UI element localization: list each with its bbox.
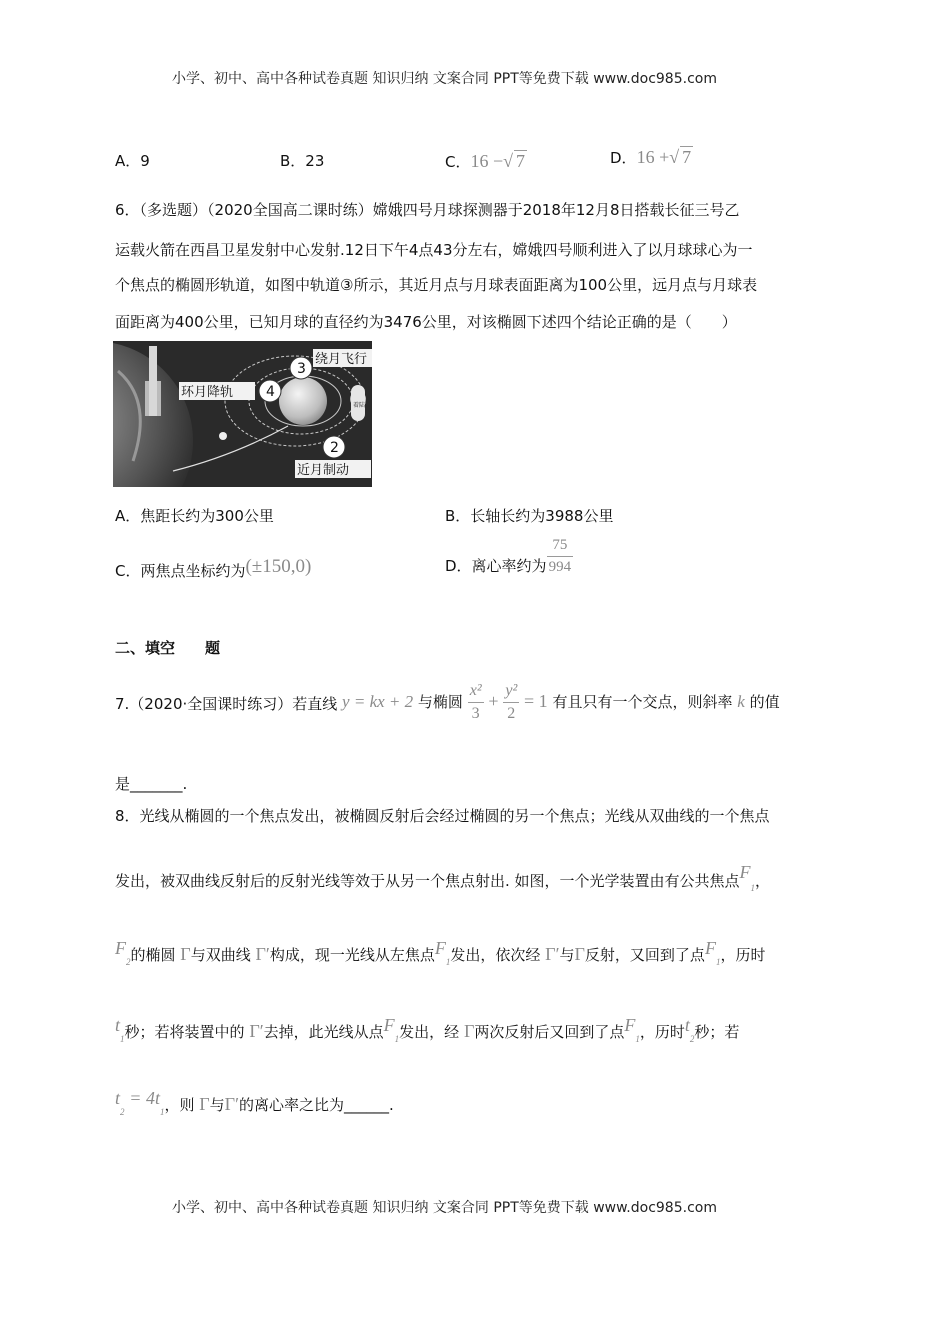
- q6-option-a: A．焦距长约为300公里: [115, 507, 274, 525]
- q6-line-4: 面距离为400公里，已知月球的直径约为3476公里，对该椭圆下述四个结论正确的是（ ）: [115, 313, 737, 331]
- q7-line-2: 是_______.: [115, 775, 188, 793]
- descend-label: 环月降轨: [181, 385, 234, 400]
- q5-option-c: C．16 −√ 7: [445, 151, 526, 171]
- q8-line-4: $t_1$秒；若将装置中的 Γ′去掉，此光线从点$F_1$发出，经 Γ两次反射后又回到了点$F_1$，历时$t_2$秒；若: [115, 1015, 740, 1044]
- q8-line-5: $t_2 = 4t_1$，则 Γ与Γ′的离心率之比为______.: [115, 1088, 394, 1117]
- orbit-figure-svg: [113, 341, 372, 487]
- orbit-label: 绕月飞行: [315, 352, 368, 367]
- q6-option-b: B．长轴长约为3988公里: [445, 507, 614, 525]
- q6-option-c: C．两焦点坐标约为(±150,0): [115, 556, 312, 580]
- brake-label: 近月制动: [297, 463, 350, 478]
- q6-line-2: 运载火箭在西昌卫星发射中心发射.12日下午4点43分左右，嫦娥四号顺利进入了以月球球心为一: [115, 241, 753, 259]
- q6-option-d: D．离心率约为 $\frac{75}{994}$: [445, 537, 572, 575]
- section-2-title: 二、填空 题: [115, 639, 221, 657]
- q5-option-b: B．23: [280, 152, 325, 170]
- page-footer: 小学、初中、高中各种试卷真题 知识归纳 文案合同 PPT等免费下载 www.doc985.com: [172, 1200, 717, 1216]
- moon: [279, 377, 327, 425]
- q6-line-1: 6．（多选题）（2020全国高二课时练）嫦娥四号月球探测器于2018年12月8日搭载长征三号乙: [115, 201, 740, 219]
- q7-line-1: 7.（2020·全国课时练习）若直线 y = kx + 2 与椭圆 $\frac{\text{x²}}{3}$ + $\frac{\text{y²}}{2}$ = 1 有且只有一个交点，则斜率 k 的值: [115, 682, 780, 722]
- q8-line-1: 8．光线从椭圆的一个焦点发出，被椭圆反射后会经过椭圆的另一个焦点；光线从双曲线的一个焦点: [115, 807, 770, 825]
- label-3: 3: [297, 361, 306, 377]
- label-4: 4: [266, 384, 275, 400]
- q8-line-2: 发出，被双曲线反射后的反射光线等效于从另一个焦点射出. 如图，一个光学装置由有公共焦点$F_1$，: [115, 862, 771, 893]
- q8-line-3: $F_2$的椭圆 Γ与双曲线 Γ′构成，现一光线从左焦点$F_1$发出，依次经 Γ′与Γ反射，又回到了点$F_1$，历时: [115, 938, 766, 967]
- label-2: 2: [330, 440, 339, 456]
- rocket: [149, 346, 157, 416]
- q5-option-d: D．16 +√ 7: [610, 147, 692, 167]
- chang-e-orbit-figure: [113, 341, 372, 487]
- legend-text: 着陆: [353, 402, 366, 409]
- page-header: 小学、初中、高中各种试卷真题 知识归纳 文案合同 PPT等免费下载 www.doc985.com: [172, 71, 717, 87]
- q5-option-a: A．9: [115, 152, 150, 170]
- q6-line-3: 个焦点的椭圆形轨道，如图中轨道③所示，其近月点与月球表面距离为100公里，远月点与月球表: [115, 276, 758, 294]
